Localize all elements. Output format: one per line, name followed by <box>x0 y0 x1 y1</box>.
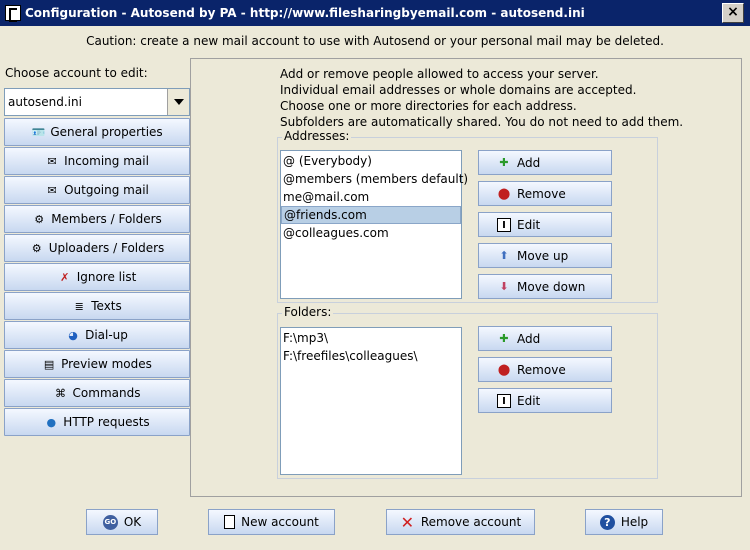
nav-label: HTTP requests <box>63 415 150 429</box>
account-label: Choose account to edit: <box>5 66 148 80</box>
nav-label: Commands <box>72 386 141 400</box>
remove-icon: ⬤ <box>497 362 511 376</box>
nav-label: General properties <box>50 125 163 139</box>
list-item[interactable]: @members (members default) <box>283 172 469 186</box>
list-item[interactable]: me@mail.com <box>283 190 370 204</box>
commands-icon: ⌘ <box>55 386 67 400</box>
arrow-up-icon: ⬆ <box>499 248 509 262</box>
help-icon: ? <box>600 515 615 530</box>
ok-button[interactable] <box>86 509 158 535</box>
info-line: Add or remove people allowed to access your server. <box>280 67 599 81</box>
info-line: Subfolders are automatically shared. You do not need to add them. <box>280 115 684 129</box>
nav-label: Texts <box>91 299 122 313</box>
add-icon: ✚ <box>499 155 509 169</box>
account-select[interactable] <box>4 88 190 116</box>
info-text <box>280 66 683 130</box>
id-card-icon: 🪪 <box>31 125 46 139</box>
list-item[interactable]: F:\freefiles\colleagues\ <box>283 349 418 363</box>
nav-incoming-mail[interactable] <box>4 147 190 175</box>
members-icon: ⚙ <box>34 212 45 226</box>
arrow-down-icon: ⬇ <box>499 279 509 293</box>
nav-preview-modes[interactable] <box>4 350 190 378</box>
preview-icon: ▤ <box>43 357 55 371</box>
folder-edit-button[interactable] <box>478 388 612 413</box>
folders-title: Folders: <box>284 305 332 319</box>
new-account-button[interactable] <box>208 509 335 535</box>
nav-http-requests[interactable] <box>4 408 190 436</box>
uploaders-icon: ⚙ <box>31 241 42 255</box>
button-label: Add <box>517 331 541 346</box>
nav-outgoing-mail[interactable] <box>4 176 190 204</box>
nav-uploaders-folders[interactable] <box>4 234 190 262</box>
nav-label: Ignore list <box>76 270 137 284</box>
button-label: Move down <box>517 279 586 294</box>
title-bar <box>0 0 750 26</box>
nav-label: Dial-up <box>85 328 128 342</box>
list-item-selected[interactable]: @friends.com <box>281 206 461 224</box>
remove-icon: ⬤ <box>497 186 511 200</box>
incoming-mail-icon: ✉ <box>47 154 57 168</box>
button-label: Remove <box>517 186 566 201</box>
info-line: Individual email addresses or whole domains are accepted. <box>280 83 637 97</box>
app-icon <box>5 5 21 21</box>
folder-add-button[interactable] <box>478 326 612 351</box>
button-label: Help <box>620 515 649 529</box>
button-label: Add <box>517 155 541 170</box>
list-item[interactable]: F:\mp3\ <box>283 331 329 345</box>
outgoing-mail-icon: ✉ <box>47 183 57 197</box>
folders-list[interactable] <box>280 327 462 475</box>
delete-icon: ✕ <box>400 512 415 532</box>
edit-icon: I <box>497 394 511 408</box>
button-label: OK <box>123 515 142 529</box>
chevron-down-icon[interactable] <box>167 89 189 115</box>
address-remove-button[interactable] <box>478 181 612 206</box>
nav-commands[interactable] <box>4 379 190 407</box>
nav-label: Outgoing mail <box>64 183 149 197</box>
nav-general-properties[interactable] <box>4 118 190 146</box>
go-icon: GO <box>103 515 118 530</box>
texts-icon: ≣ <box>74 299 84 313</box>
address-edit-button[interactable] <box>478 212 612 237</box>
addresses-list[interactable] <box>280 150 469 299</box>
caution-text: Caution: create a new mail account to use with Autosend or your personal mail may be deleted. <box>86 34 664 48</box>
dialup-icon: ◕ <box>68 328 78 342</box>
remove-account-button[interactable] <box>386 509 535 535</box>
nav-dial-up[interactable] <box>4 321 190 349</box>
address-add-button[interactable] <box>478 150 612 175</box>
nav-members-folders[interactable] <box>4 205 190 233</box>
nav-label: Members / Folders <box>51 212 162 226</box>
window-title: Configuration - Autosend by PA - http://www.filesharingbyemail.com - autosend.ini <box>25 6 585 20</box>
new-document-icon <box>224 515 235 529</box>
button-label: Edit <box>517 393 541 408</box>
help-button[interactable] <box>585 509 663 535</box>
address-move-down-button[interactable] <box>478 274 612 299</box>
addresses-title: Addresses: <box>284 129 350 143</box>
button-label: Edit <box>517 217 541 232</box>
button-label: Remove account <box>420 515 522 529</box>
button-label: Move up <box>517 248 569 263</box>
nav-label: Uploaders / Folders <box>48 241 165 255</box>
info-line: Choose one or more directories for each address. <box>280 99 577 113</box>
add-icon: ✚ <box>499 331 509 345</box>
folder-remove-button[interactable] <box>478 357 612 382</box>
list-item[interactable]: @colleagues.com <box>283 226 389 240</box>
button-label: New account <box>241 515 319 529</box>
address-move-up-button[interactable] <box>478 243 612 268</box>
ignore-icon: ✗ <box>60 270 70 284</box>
globe-icon: ● <box>46 415 57 429</box>
nav-label: Preview modes <box>61 357 152 371</box>
list-item[interactable]: @ (Everybody) <box>283 154 372 168</box>
edit-icon: I <box>497 218 511 232</box>
button-label: Remove <box>517 362 566 377</box>
nav-label: Incoming mail <box>64 154 149 168</box>
nav-ignore-list[interactable] <box>4 263 190 291</box>
account-select-value: autosend.ini <box>8 95 82 109</box>
sidebar-nav <box>4 118 190 437</box>
nav-texts[interactable] <box>4 292 190 320</box>
close-button[interactable]: × <box>722 3 744 23</box>
